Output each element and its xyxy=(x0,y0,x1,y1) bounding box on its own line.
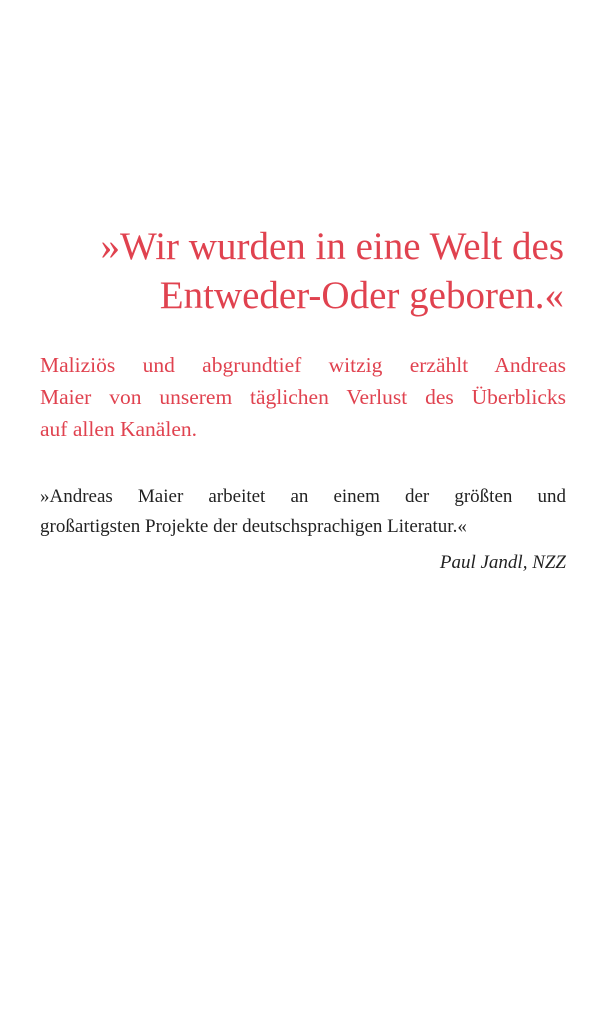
book-blurb xyxy=(40,349,566,445)
headline-quote xyxy=(40,222,564,320)
headline-line-1: »Wir wurden in eine Welt des xyxy=(100,225,564,268)
blurb-line-1: Maliziös und abgrundtief witzig erzählt Andreas xyxy=(40,353,566,377)
review-quote xyxy=(40,482,566,542)
review-line-1: »Andreas Maier arbeitet an einem der größten und xyxy=(40,486,566,507)
review-attribution: Paul Jandl, NZZ xyxy=(439,552,566,573)
blurb-line-2: Maier von unserem täglichen Verlust des Überblicks xyxy=(40,385,566,409)
review-line-2: großartigsten Projekte der deutschsprachigen Literatur.« xyxy=(40,516,467,537)
headline-line-2: Entweder-Oder geboren.« xyxy=(159,274,564,317)
blurb-line-3: auf allen Kanälen. xyxy=(40,417,197,441)
